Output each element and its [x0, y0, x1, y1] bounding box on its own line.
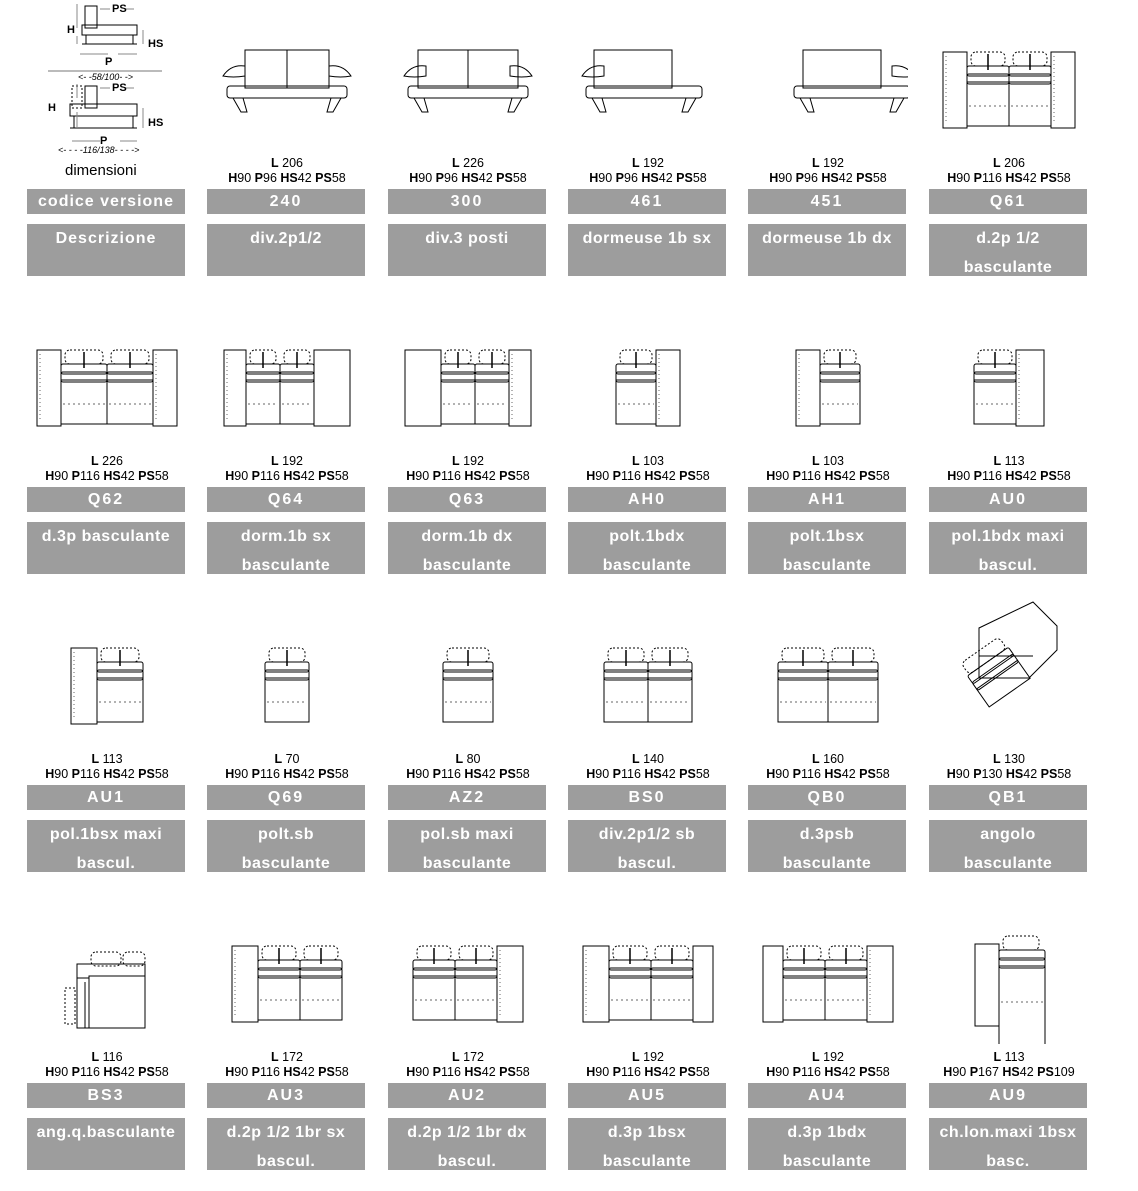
dim-value: 116 [800, 469, 821, 483]
legend-hs-top: HS [148, 38, 164, 50]
length-value: 103 [643, 454, 664, 468]
product-cell-bs0 [568, 596, 728, 886]
sofa-front-2p-icon [207, 0, 367, 150]
dim-value: 116 [981, 469, 1002, 483]
dimensions-legend [30, 0, 190, 185]
dim-value: 90 [775, 1065, 790, 1079]
dimensions-text: L 192 H90 P116 HS42 PS58 [586, 1050, 710, 1079]
product-cell-au9 [929, 894, 1089, 1184]
dim-value: 96 [804, 171, 818, 185]
dimensions-text: L 172 H90 P116 HS42 PS58 [225, 1050, 349, 1079]
dim-value: 42 [478, 171, 493, 185]
armchair-noarm-icon [207, 596, 367, 746]
version-description: polt.sb basculante [207, 820, 365, 872]
version-description: div.2p1/2 [207, 224, 365, 276]
length-value: 172 [282, 1050, 303, 1064]
dim-value: 116 [259, 1065, 280, 1079]
product-cell-bs3 [27, 894, 187, 1184]
dim-value: 90 [234, 469, 249, 483]
dim-value: 58 [695, 1065, 710, 1079]
version-description: pol.1bsx maxi bascul. [27, 820, 185, 872]
version-code: AU3 [207, 1083, 365, 1108]
dim-value: 42 [120, 767, 135, 781]
armchair-top-dx-icon [568, 298, 728, 448]
dim-value: 90 [955, 767, 970, 781]
dim-value: 42 [481, 469, 496, 483]
product-cell-q62 [27, 298, 187, 588]
dim-value: 130 [981, 767, 1003, 781]
dim-value: 90 [415, 767, 430, 781]
product-cell-q61 [929, 0, 1089, 290]
version-code: BS0 [568, 785, 726, 810]
version-description: d.3p basculante [27, 522, 185, 574]
dim-value: 42 [661, 767, 676, 781]
dimensions-text: L 70 H90 P116 HS42 PS58 [225, 752, 349, 781]
product-cell-q64 [207, 298, 367, 588]
dim-value: 90 [54, 767, 69, 781]
version-description: angolo basculante [929, 820, 1087, 872]
dim-value: 42 [838, 171, 853, 185]
length-value: 80 [466, 752, 481, 766]
dimensions-text: L 103 H90 P116 HS42 PS58 [586, 454, 710, 483]
version-description: d.3psb basculante [748, 820, 906, 872]
sofa-noarm-2p-icon [568, 596, 728, 746]
dimensions-text: L 103 H90 P116 HS42 PS58 [766, 454, 890, 483]
dim-value: 90 [234, 767, 249, 781]
product-cell-q63 [388, 298, 548, 588]
version-code: 300 [388, 189, 546, 214]
dimensions-text: L 113 H90 P167 HS42 PS109 [943, 1050, 1075, 1079]
version-code: AU2 [388, 1083, 546, 1108]
dimensions-text: L 113 H90 P116 HS42 PS58 [45, 752, 169, 781]
dim-value: 90 [775, 767, 790, 781]
product-cell-ah1 [748, 298, 908, 588]
length-value: 192 [643, 156, 664, 170]
dim-value: 90 [598, 171, 613, 185]
dim-value: 58 [875, 1065, 890, 1079]
version-description: d.2p 1/2 1br sx bascul. [207, 1118, 365, 1170]
dim-value: 116 [620, 1065, 641, 1079]
length-value: 113 [1004, 454, 1025, 468]
sofa-noarm-3p-icon [748, 596, 908, 746]
dim-value: 116 [440, 469, 461, 483]
dim-value: 116 [79, 767, 100, 781]
dim-value: 90 [418, 171, 433, 185]
dim-value: 58 [154, 1065, 169, 1079]
sofa-top-3p-icon [27, 298, 187, 448]
dim-value: 116 [79, 1065, 100, 1079]
dim-value: 116 [800, 767, 821, 781]
sofa-3p-1arm-dx-icon [748, 894, 908, 1044]
dim-value: 58 [334, 1065, 349, 1079]
dimensions-text: L 206 H90 P96 HS42 PS58 [228, 156, 346, 185]
dim-value: 96 [444, 171, 458, 185]
version-code: 240 [207, 189, 365, 214]
dim-value: 58 [515, 1065, 530, 1079]
version-description: polt.1bsx basculante [748, 522, 906, 574]
dim-value: 116 [259, 767, 280, 781]
sofa-front-3p-icon [388, 0, 548, 150]
dim-value: 96 [624, 171, 638, 185]
dimensions-text: L 160 H90 P116 HS42 PS58 [766, 752, 890, 781]
dimensions-text: L 226 H90 P116 HS42 PS58 [45, 454, 169, 483]
dim-value: 58 [512, 171, 527, 185]
product-cell-q69 [207, 596, 367, 886]
dim-value: 90 [595, 767, 610, 781]
dimensions-text: L 192 H90 P96 HS42 PS58 [589, 156, 707, 185]
dimensions-text: L 226 H90 P96 HS42 PS58 [409, 156, 527, 185]
dim-value: 96 [263, 171, 277, 185]
version-code: 451 [748, 189, 906, 214]
dimensions-text: L 113 H90 P116 HS42 PS58 [947, 454, 1071, 483]
product-cell-az2 [388, 596, 548, 886]
dim-value: 90 [54, 469, 69, 483]
dim-value: 42 [297, 171, 312, 185]
dim-value: 42 [300, 767, 315, 781]
version-code: Q64 [207, 487, 365, 512]
dim-value: 42 [120, 1065, 135, 1079]
legend-range-bottom: <- - - -116/138- - - -> [58, 145, 140, 155]
dormeuse-front-dx-icon [748, 0, 908, 150]
version-description: div.3 posti [388, 224, 546, 276]
sofa-top-2arm-icon [929, 0, 1089, 150]
length-value: 192 [282, 454, 303, 468]
dimensions-text: L 116 H90 P116 HS42 PS58 [45, 1050, 169, 1079]
dim-value: 58 [154, 767, 169, 781]
armchair-maxi-dx-icon [929, 298, 1089, 448]
version-code: AU0 [929, 487, 1087, 512]
dimensions-text: L 80 H90 P116 HS42 PS58 [406, 752, 530, 781]
dim-value: 58 [1057, 767, 1072, 781]
version-code: 461 [568, 189, 726, 214]
dormeuse-top-sx-icon [207, 298, 367, 448]
dim-value: 58 [334, 767, 349, 781]
dim-value: 116 [440, 1065, 461, 1079]
dormeuse-top-dx-icon [388, 298, 548, 448]
dim-value: 58 [515, 767, 530, 781]
version-description: dorm.1b dx basculante [388, 522, 546, 574]
product-cell-au5 [568, 894, 728, 1184]
product-cell-300 [388, 0, 548, 290]
version-code: Q61 [929, 189, 1087, 214]
length-value: 140 [643, 752, 664, 766]
dim-value: 116 [259, 469, 280, 483]
dim-value: 42 [661, 469, 676, 483]
dim-value: 58 [695, 767, 710, 781]
dim-value: 42 [1022, 469, 1037, 483]
length-value: 192 [823, 1050, 844, 1064]
version-description: pol.sb maxi basculante [388, 820, 546, 872]
dim-value: 42 [661, 1065, 676, 1079]
version-code: QB0 [748, 785, 906, 810]
length-value: 116 [102, 1050, 123, 1064]
dim-value: 42 [658, 171, 673, 185]
length-value: 206 [1004, 156, 1025, 170]
dim-value: 42 [841, 767, 856, 781]
dim-value: 116 [800, 1065, 821, 1079]
version-code: AH0 [568, 487, 726, 512]
dim-value: 90 [415, 1065, 430, 1079]
product-cell-451 [748, 0, 908, 290]
version-description: dormeuse 1b dx [748, 224, 906, 276]
dim-value: 116 [981, 171, 1002, 185]
dim-value: 42 [120, 469, 135, 483]
dim-value: 58 [872, 171, 887, 185]
version-description: polt.1bdx basculante [568, 522, 726, 574]
dim-value: 116 [620, 469, 641, 483]
dimensions-text: L 192 H90 P96 HS42 PS58 [769, 156, 887, 185]
dim-value: 58 [692, 171, 707, 185]
version-description: ang.q.basculante [27, 1118, 185, 1170]
dim-value: 90 [956, 171, 971, 185]
version-description: d.3p 1bsx basculante [568, 1118, 726, 1170]
version-description: d.2p 1/2 1br dx bascul. [388, 1118, 546, 1170]
product-cell-461 [568, 0, 728, 290]
dim-value: 109 [1053, 1065, 1075, 1079]
product-cell-qb0 [748, 596, 908, 886]
dimensions-text: L 192 H90 P116 HS42 PS58 [766, 1050, 890, 1079]
version-description: div.2p1/2 sb bascul. [568, 820, 726, 872]
version-code: AU9 [929, 1083, 1087, 1108]
product-cell-au3 [207, 894, 367, 1184]
corner-square-icon [27, 894, 187, 1044]
length-value: 172 [463, 1050, 484, 1064]
dim-value: 42 [841, 469, 856, 483]
version-code: BS3 [27, 1083, 185, 1108]
armchair-maxi-sx-icon [27, 596, 187, 746]
sofa-1arm-sx-icon [207, 894, 367, 1044]
dim-value: 42 [481, 1065, 496, 1079]
dim-value: 58 [154, 469, 169, 483]
dim-value: 58 [695, 469, 710, 483]
length-value: 130 [1004, 752, 1025, 766]
version-code: Q62 [27, 487, 185, 512]
dimensions-text: L 192 H90 P116 HS42 PS58 [225, 454, 349, 483]
legend-ps-top: PS [112, 3, 127, 15]
length-value: 226 [102, 454, 123, 468]
dim-value: 90 [595, 1065, 610, 1079]
legend-caption: dimensioni [65, 162, 137, 179]
header-desc-cell: Descrizione [27, 224, 185, 276]
dim-value: 90 [952, 1065, 967, 1079]
legend-range-top: <- -58/100- -> [78, 72, 134, 82]
dim-value: 58 [1056, 171, 1071, 185]
length-value: 113 [102, 752, 123, 766]
dim-value: 58 [334, 469, 349, 483]
legend-h-bottom: H [48, 102, 56, 114]
product-cell-qb1 [929, 596, 1089, 886]
dormeuse-front-sx-icon [568, 0, 728, 150]
dim-value: 90 [775, 469, 790, 483]
legend-p-top: P [105, 56, 113, 68]
product-cell-au2 [388, 894, 548, 1184]
dim-value: 58 [515, 469, 530, 483]
dim-value: 116 [620, 767, 641, 781]
version-code: AH1 [748, 487, 906, 512]
length-value: 226 [463, 156, 484, 170]
product-cell-au0 [929, 298, 1089, 588]
version-code: AZ2 [388, 785, 546, 810]
product-cell-ah0 [568, 298, 728, 588]
version-code: Q63 [388, 487, 546, 512]
length-value: 113 [1004, 1050, 1025, 1064]
dim-value: 90 [778, 171, 793, 185]
legend-ps-bottom: PS [112, 82, 127, 94]
version-code: Q69 [207, 785, 365, 810]
version-description: d.2p 1/2 basculante [929, 224, 1087, 276]
length-value: 160 [823, 752, 844, 766]
dimensions-text: L 172 H90 P116 HS42 PS58 [406, 1050, 530, 1079]
dim-value: 116 [79, 469, 100, 483]
version-description: ch.lon.maxi 1bsx basc. [929, 1118, 1087, 1170]
product-cell-240 [207, 0, 367, 290]
version-description: dormeuse 1b sx [568, 224, 726, 276]
dim-value: 42 [841, 1065, 856, 1079]
dim-value: 58 [331, 171, 346, 185]
length-value: 192 [463, 454, 484, 468]
legend-h-top: H [67, 24, 75, 36]
dim-value: 42 [1019, 1065, 1034, 1079]
length-value: 70 [285, 752, 300, 766]
dim-value: 42 [300, 1065, 315, 1079]
version-description: pol.1bdx maxi bascul. [929, 522, 1087, 574]
dimensions-text: L 192 H90 P116 HS42 PS58 [406, 454, 530, 483]
length-value: 206 [282, 156, 303, 170]
length-value: 192 [643, 1050, 664, 1064]
dim-value: 42 [1022, 171, 1037, 185]
product-cell-au4 [748, 894, 908, 1184]
dim-value: 116 [440, 767, 461, 781]
dimensions-text: L 140 H90 P116 HS42 PS58 [586, 752, 710, 781]
dimensions-text: L 130 H90 P130 HS42 PS58 [946, 752, 1072, 781]
legend-p-bottom: P [100, 135, 108, 147]
dim-value: 42 [300, 469, 315, 483]
version-description: dorm.1b sx basculante [207, 522, 365, 574]
sofa-1arm-dx-icon [388, 894, 548, 1044]
version-code: AU1 [27, 785, 185, 810]
dimensions-text: L 206 H90 P116 HS42 PS58 [947, 156, 1071, 185]
dim-value: 58 [875, 469, 890, 483]
dim-value: 167 [978, 1065, 999, 1079]
length-value: 192 [823, 156, 844, 170]
length-value: 103 [823, 454, 844, 468]
version-code: AU5 [568, 1083, 726, 1108]
dim-value: 90 [54, 1065, 69, 1079]
dim-value: 90 [956, 469, 971, 483]
dim-value: 58 [875, 767, 890, 781]
version-code: AU4 [748, 1083, 906, 1108]
version-code: QB1 [929, 785, 1087, 810]
legend-hs-bottom: HS [148, 117, 164, 129]
armchair-top-sx-icon [748, 298, 908, 448]
dim-value: 90 [415, 469, 430, 483]
product-cell-au1 [27, 596, 187, 886]
version-description: d.3p 1bdx basculante [748, 1118, 906, 1170]
dim-value: 58 [1056, 469, 1071, 483]
dim-value: 90 [234, 1065, 249, 1079]
dim-value: 90 [595, 469, 610, 483]
dim-value: 42 [1023, 767, 1038, 781]
sofa-3p-1arm-sx-icon [568, 894, 728, 1044]
header-code-cell: codice versione [27, 189, 185, 214]
dim-value: 42 [481, 767, 496, 781]
armchair-noarm-maxi-icon [388, 596, 548, 746]
chaise-longue-icon [929, 894, 1089, 1044]
corner-angled-icon [929, 596, 1089, 746]
dim-value: 90 [237, 171, 252, 185]
